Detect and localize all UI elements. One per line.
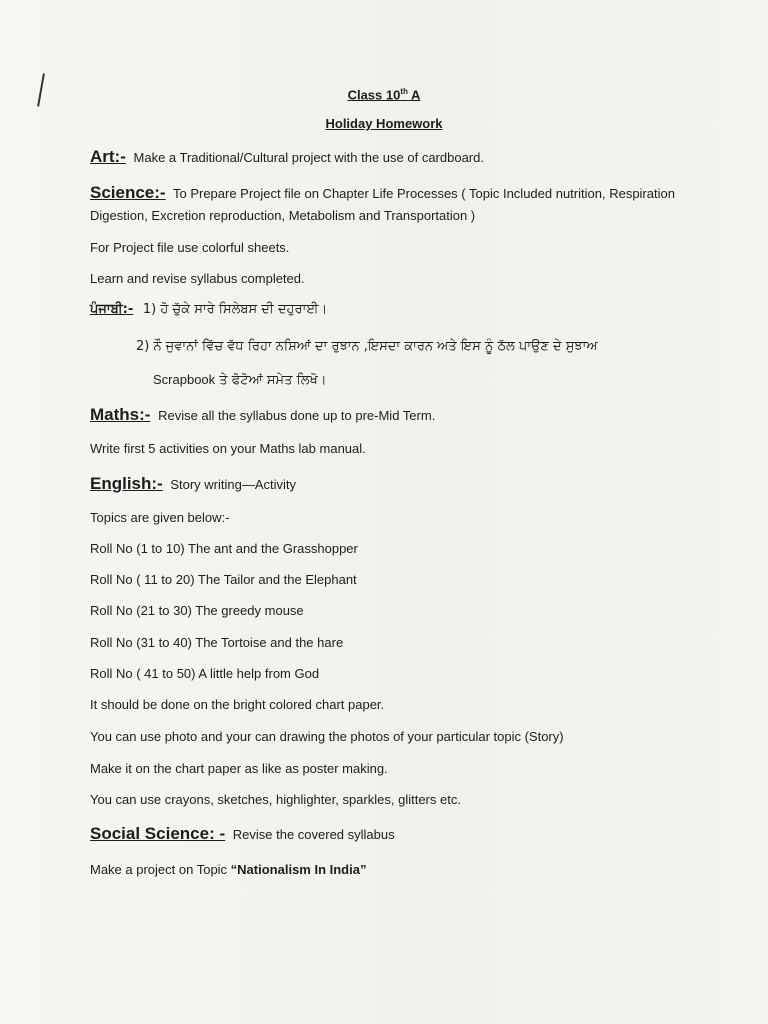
- punjabi-section: [90, 301, 327, 318]
- art-text: Make a Traditional/Cultural project with the use of cardboard.: [133, 150, 484, 165]
- english-roll-5: Roll No ( 41 to 50) A little help from God: [90, 666, 320, 681]
- maths-line-2: Write first 5 activities on your Maths lab manual.: [90, 441, 366, 456]
- punjabi-item-2-rest: ਤੇ ਫੋਟੋਆਂ ਸਮੇਤ ਲਿਖੋ।: [215, 373, 327, 388]
- social-science-section: [90, 826, 395, 843]
- maths-line-1: Revise all the syllabus done up to pre-Mid Term.: [158, 408, 436, 423]
- science-line-1: To Prepare Project file on Chapter Life Processes ( Topic Included nutrition, Respiration: [172, 186, 675, 201]
- english-roll-2: Roll No ( 11 to 20) The Tailor and the Elephant: [90, 572, 357, 587]
- punjabi-heading: ਪੰਜਾਬੀ:-: [90, 302, 134, 317]
- english-roll-1: Roll No (1 to 10) The ant and the Grasshopper: [90, 541, 358, 556]
- punjabi-item-2-cont: [153, 372, 327, 389]
- art-section: [90, 149, 484, 166]
- science-line-2: Digestion, Excretion reproduction, Metabolism and Transportation ): [90, 208, 476, 223]
- english-line-6: You can use crayons, sketches, highlighter, sparkles, glitters etc.: [90, 792, 461, 807]
- page-title: Holiday Homework: [325, 116, 443, 131]
- english-roll-4: Roll No (31 to 40) The Tortoise and the hare: [90, 635, 344, 650]
- english-heading: English:-: [90, 474, 163, 493]
- english-line-4: You can use photo and your can drawing the photos of your particular topic (Story): [90, 729, 564, 744]
- science-heading: Science:-: [90, 183, 166, 202]
- science-line-3: For Project file use colorful sheets.: [90, 240, 290, 255]
- social-science-line-2: Make a project on Topic “Nationalism In India”: [90, 862, 367, 877]
- class-title: Class 10th A: [347, 87, 421, 103]
- social-science-line-1: Revise the covered syllabus: [232, 827, 395, 842]
- punjabi-item-1: 1) ਹੋ ਚੁੱਕੇ ਸਾਰੇ ਸਿਲੇਬਸ ਦੀ ਦਹੁਰਾਈ।: [142, 302, 328, 317]
- art-heading: Art:-: [90, 147, 126, 166]
- maths-heading: Maths:-: [90, 405, 151, 424]
- science-section: [90, 185, 675, 202]
- maths-section: [90, 407, 435, 424]
- english-section: [90, 476, 296, 493]
- english-line-2: Topics are given below:-: [90, 510, 230, 525]
- english-line-5: Make it on the chart paper as like as poster making.: [90, 761, 388, 776]
- english-line-3: It should be done on the bright colored chart paper.: [90, 697, 385, 712]
- punjabi-item-2: 2) ਨੌ ਜੁਵਾਨਾਂ ਵਿੱਚ ਵੱਧ ਰਿਹਾ ਨਸ਼ਿਆਂ ਦਾ ਰੁਝਾਨ ,ਇਸਦਾ ਕਾਰਨ ਅਤੇ ਇਸ ਨੂੰ ਠੱਲ ਪਾਉਣ ਦੇ ਸੁਝਾਅ: [136, 339, 598, 354]
- science-line-4: Learn and revise syllabus completed.: [90, 271, 305, 286]
- english-line-1: Story writing—Activity: [170, 477, 297, 492]
- punjabi-scrapbook: Scrapbook: [153, 372, 216, 387]
- social-science-heading: Social Science: -: [90, 824, 226, 843]
- english-roll-3: Roll No (21 to 30) The greedy mouse: [90, 603, 304, 618]
